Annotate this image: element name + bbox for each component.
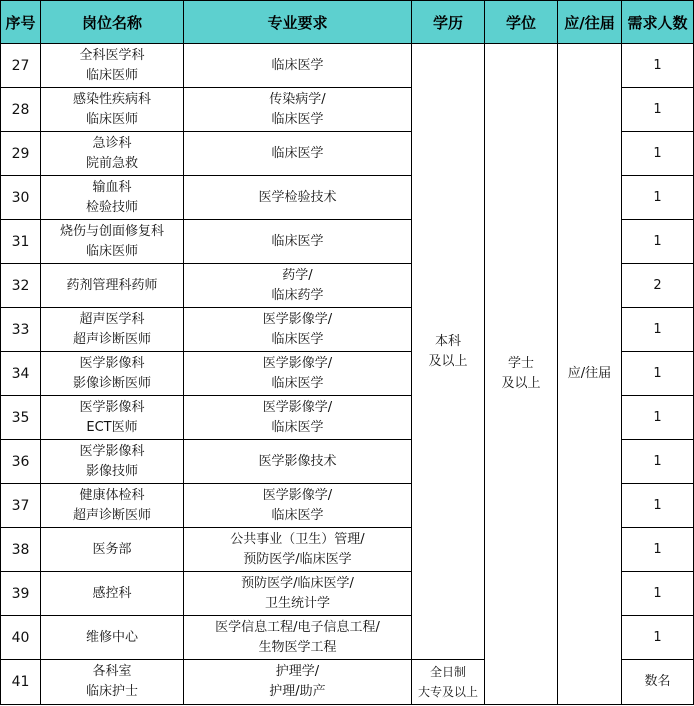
position-name bbox=[41, 484, 184, 528]
position-name-line: 输血科 bbox=[92, 179, 132, 195]
major-requirement-line: 医学影像学/ bbox=[262, 487, 333, 503]
row-no: 30 bbox=[1, 176, 41, 220]
position-name-line: 烧伤与创面修复科 bbox=[59, 223, 164, 239]
major-requirement-line: 临床医学 bbox=[271, 111, 324, 127]
major-requirement bbox=[184, 308, 412, 352]
major-requirement bbox=[184, 176, 412, 220]
major-requirement-line: 护理学/ bbox=[275, 664, 320, 679]
row-no: 35 bbox=[1, 396, 41, 440]
major-requirement-line: 临床医学 bbox=[271, 57, 324, 73]
major-requirement-line: 临床药学 bbox=[271, 287, 324, 303]
major-requirement-line: 医学影像学/ bbox=[262, 311, 333, 327]
position-name-line: 维修中心 bbox=[85, 629, 138, 645]
major-requirement bbox=[184, 132, 412, 176]
major-requirement-line: 临床医学 bbox=[271, 145, 324, 161]
major-requirement-line: 护理/助产 bbox=[269, 684, 326, 699]
major-requirement bbox=[184, 484, 412, 528]
major-requirement-line: 预防医学/临床医学/ bbox=[241, 575, 354, 591]
major-requirement-line: 医学影像技术 bbox=[258, 453, 337, 469]
major-requirement-line: 生物医学工程 bbox=[258, 639, 337, 655]
major-requirement-line: 卫生统计学 bbox=[264, 595, 330, 611]
major-requirement bbox=[184, 396, 412, 440]
header-major: 专业要求 bbox=[184, 1, 412, 44]
major-requirement-line: 临床医学 bbox=[271, 419, 324, 435]
position-name bbox=[41, 308, 184, 352]
row-no: 36 bbox=[1, 440, 41, 484]
header-graduate: 应/往届 bbox=[558, 1, 622, 44]
position-name-line: 超声诊断医师 bbox=[72, 331, 151, 347]
position-name bbox=[41, 352, 184, 396]
major-requirement-line: 医学影像学/ bbox=[262, 355, 333, 371]
position-name-line: 感控科 bbox=[92, 585, 132, 601]
major-requirement bbox=[184, 44, 412, 88]
position-name-line: 医学影像科 bbox=[79, 443, 145, 459]
position-name bbox=[41, 616, 184, 660]
row-no: 39 bbox=[1, 572, 41, 616]
education-merged-line: 及以上 bbox=[428, 353, 468, 369]
position-name bbox=[41, 572, 184, 616]
demand-count: 1 bbox=[622, 308, 694, 352]
demand-count: 1 bbox=[622, 176, 694, 220]
major-requirement bbox=[184, 264, 412, 308]
major-requirement-line: 医学影像学/ bbox=[262, 399, 333, 415]
row-no: 27 bbox=[1, 44, 41, 88]
major-requirement bbox=[184, 220, 412, 264]
row-no: 41 bbox=[1, 660, 41, 705]
education-merged bbox=[412, 44, 485, 660]
row-no: 33 bbox=[1, 308, 41, 352]
row-no: 28 bbox=[1, 88, 41, 132]
education-last-line: 全日制 bbox=[429, 665, 466, 679]
header-position: 岗位名称 bbox=[41, 1, 184, 44]
position-name-line: 健康体检科 bbox=[79, 487, 145, 503]
position-name-line: 影像诊断医师 bbox=[72, 375, 151, 391]
position-name-line: 临床医师 bbox=[85, 67, 138, 83]
demand-count: 1 bbox=[622, 220, 694, 264]
position-name-line: 检验技师 bbox=[85, 199, 138, 215]
major-requirement-line: 预防医学/临床医学 bbox=[243, 551, 352, 567]
position-name-line: 医学影像科 bbox=[79, 355, 145, 371]
position-name bbox=[41, 440, 184, 484]
major-requirement bbox=[184, 616, 412, 660]
position-name-line: 临床医师 bbox=[85, 243, 138, 259]
header-no: 序号 bbox=[1, 1, 41, 44]
position-name-line: 超声诊断医师 bbox=[72, 507, 151, 523]
position-name-line: 医务部 bbox=[92, 541, 132, 557]
position-name bbox=[41, 176, 184, 220]
major-requirement-line: 临床医学 bbox=[271, 375, 324, 391]
header-degree: 学位 bbox=[485, 1, 558, 44]
position-name-line: ECT医师 bbox=[86, 419, 138, 435]
demand-count: 1 bbox=[622, 88, 694, 132]
education-merged-line: 本科 bbox=[434, 333, 461, 349]
position-name bbox=[41, 264, 184, 308]
degree-merged-line: 学士 bbox=[507, 356, 534, 371]
table-row bbox=[1, 44, 694, 88]
major-requirement-line: 临床医学 bbox=[271, 233, 324, 249]
position-name-line: 临床护士 bbox=[85, 684, 138, 699]
major-requirement-line: 临床医学 bbox=[271, 331, 324, 347]
position-name bbox=[41, 132, 184, 176]
position-name bbox=[41, 88, 184, 132]
position-name-line: 急诊科 bbox=[92, 135, 132, 151]
major-requirement bbox=[184, 88, 412, 132]
position-name bbox=[41, 660, 184, 705]
major-requirement bbox=[184, 528, 412, 572]
position-name-line: 超声医学科 bbox=[79, 311, 145, 327]
row-no: 40 bbox=[1, 616, 41, 660]
degree-merged bbox=[485, 44, 558, 705]
position-name-line: 影像技师 bbox=[85, 463, 138, 479]
demand-count: 2 bbox=[622, 264, 694, 308]
position-name-line: 感染性疾病科 bbox=[72, 91, 151, 107]
major-requirement-line: 临床医学 bbox=[271, 507, 324, 523]
position-name bbox=[41, 220, 184, 264]
demand-count: 1 bbox=[622, 484, 694, 528]
demand-count: 1 bbox=[622, 396, 694, 440]
major-requirement-line: 医学信息工程/电子信息工程/ bbox=[215, 619, 380, 635]
demand-count: 1 bbox=[622, 352, 694, 396]
row-no: 29 bbox=[1, 132, 41, 176]
demand-count: 1 bbox=[622, 528, 694, 572]
major-requirement-line: 公共事业（卫生）管理/ bbox=[230, 531, 365, 547]
position-name-line: 临床医师 bbox=[85, 111, 138, 127]
row-no: 32 bbox=[1, 264, 41, 308]
position-name bbox=[41, 528, 184, 572]
major-requirement bbox=[184, 352, 412, 396]
demand-count: 1 bbox=[622, 132, 694, 176]
demand-count: 数名 bbox=[622, 660, 694, 705]
demand-count: 1 bbox=[622, 44, 694, 88]
demand-count: 1 bbox=[622, 440, 694, 484]
major-requirement bbox=[184, 572, 412, 616]
position-name-line: 院前急救 bbox=[85, 155, 138, 171]
major-requirement bbox=[184, 660, 412, 705]
position-name-line: 全科医学科 bbox=[79, 47, 145, 63]
row-no: 31 bbox=[1, 220, 41, 264]
graduate-merged: 应/往届 bbox=[558, 44, 622, 705]
row-no: 37 bbox=[1, 484, 41, 528]
position-name bbox=[41, 396, 184, 440]
position-name-line: 药剂管理科药师 bbox=[66, 277, 158, 293]
header-row bbox=[1, 1, 694, 44]
position-name bbox=[41, 44, 184, 88]
row-no: 34 bbox=[1, 352, 41, 396]
demand-count: 1 bbox=[622, 616, 694, 660]
position-name-line: 各科室 bbox=[92, 664, 132, 679]
header-education: 学历 bbox=[412, 1, 485, 44]
row-no: 38 bbox=[1, 528, 41, 572]
education-last-line: 大专及以上 bbox=[417, 685, 478, 699]
major-requirement-line: 医学检验技术 bbox=[258, 189, 337, 205]
degree-merged-line: 及以上 bbox=[501, 376, 541, 391]
major-requirement-line: 药学/ bbox=[282, 267, 313, 283]
major-requirement bbox=[184, 440, 412, 484]
header-count: 需求人数 bbox=[622, 1, 694, 44]
major-requirement-line: 传染病学/ bbox=[269, 91, 326, 107]
demand-count: 1 bbox=[622, 572, 694, 616]
education-last bbox=[412, 660, 485, 705]
position-name-line: 医学影像科 bbox=[79, 399, 145, 415]
